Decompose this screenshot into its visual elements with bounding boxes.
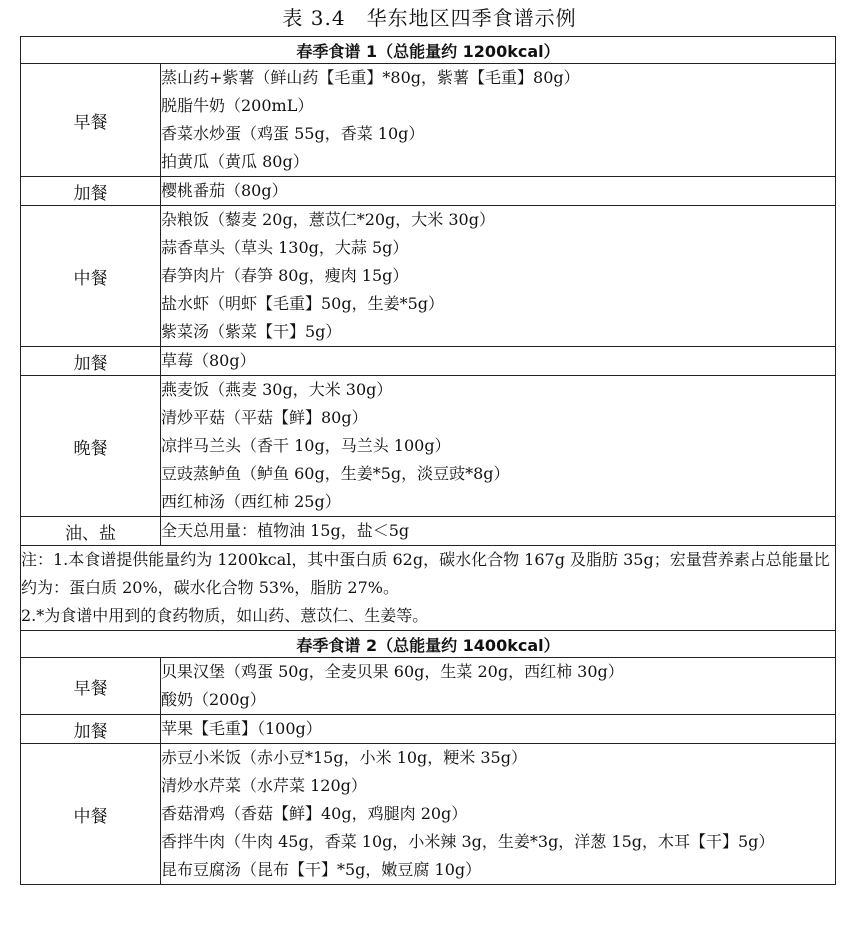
dish-item: 昆布豆腐汤（昆布【干】*5g，嫩豆腐 10g） — [161, 860, 482, 879]
dish-item: 紫菜汤（紫菜【干】5g） — [161, 322, 342, 341]
dish-item: 脱脂牛奶（200mL） — [161, 96, 314, 115]
dish-item: 酸奶（200g） — [161, 690, 266, 709]
dish-item: 香菇滑鸡（香菇【鲜】40g，鸡腿肉 20g） — [161, 804, 468, 823]
meal-items — [161, 206, 836, 347]
meal-row-breakfast — [21, 658, 836, 715]
meal-row-oil-salt — [21, 517, 836, 546]
dish-item: 春笋肉片（春笋 80g，瘦肉 15g） — [161, 266, 409, 285]
note-text: 注：1.本食谱提供能量约为 1200kcal，其中蛋白质 62g，碳水化合物 167g 及脂肪 35g；宏量营养素占总能量比约为：蛋白质 20%，碳水化合物 53%，脂肪 27%。 — [21, 550, 830, 597]
dish-item: 香拌牛肉（牛肉 45g，香菜 10g，小米辣 3g，生姜*3g，洋葱 15g，木耳【干】5g） — [161, 832, 775, 851]
dish-item: 全天总用量：植物油 15g，盐＜5g — [161, 521, 410, 540]
meal-row-dinner — [21, 376, 836, 517]
dish-item: 赤豆小米饭（赤小豆*15g，小米 10g，粳米 35g） — [161, 748, 527, 767]
menu-2-header-row — [21, 631, 836, 658]
dish-item: 贝果汉堡（鸡蛋 50g，全麦贝果 60g，生菜 20g，西红柿 30g） — [161, 662, 624, 681]
meal-row-snack — [21, 715, 836, 744]
meal-items — [161, 177, 836, 206]
meal-name: 中餐 — [21, 206, 161, 347]
dish-item: 苹果【毛重】（100g） — [161, 719, 322, 738]
meal-row-snack — [21, 347, 836, 376]
meal-name: 加餐 — [21, 715, 161, 744]
meal-items — [161, 64, 836, 177]
meal-row-lunch — [21, 744, 836, 885]
dish-item: 樱桃番茄（80g） — [161, 181, 288, 200]
meal-name: 油、盐 — [21, 517, 161, 546]
meal-name: 早餐 — [21, 64, 161, 177]
dish-item: 凉拌马兰头（香干 10g，马兰头 100g） — [161, 436, 451, 455]
dish-item: 拍黄瓜（黄瓜 80g） — [161, 152, 309, 171]
dish-item: 杂粮饭（藜麦 20g，薏苡仁*20g，大米 30g） — [161, 210, 495, 229]
menu-table — [20, 36, 836, 885]
dish-item: 蒜香草头（草头 130g，大蒜 5g） — [161, 238, 409, 257]
dish-item: 香菜水炒蛋（鸡蛋 55g，香菜 10g） — [161, 124, 425, 143]
dish-item: 燕麦饭（燕麦 30g，大米 30g） — [161, 380, 393, 399]
meal-items — [161, 715, 836, 744]
meal-items — [161, 376, 836, 517]
note-text: 2.*为食谱中用到的食药物质，如山药、薏苡仁、生姜等。 — [21, 606, 429, 625]
dish-item: 清炒水芹菜（水芹菜 120g） — [161, 776, 367, 795]
meal-row-lunch — [21, 206, 836, 347]
dish-item: 盐水虾（明虾【毛重】50g，生姜*5g） — [161, 294, 445, 313]
dish-item: 豆豉蒸鲈鱼（鲈鱼 60g，生姜*5g，淡豆豉*8g） — [161, 464, 510, 483]
menu-title: 春季食谱 1（总能量约 1200kcal） — [21, 37, 836, 64]
meal-items — [161, 744, 836, 885]
meal-items — [161, 517, 836, 546]
meal-items — [161, 658, 836, 715]
meal-name: 早餐 — [21, 658, 161, 715]
menu-title: 春季食谱 2（总能量约 1400kcal） — [21, 631, 836, 658]
meal-row-breakfast — [21, 64, 836, 177]
meal-name: 中餐 — [21, 744, 161, 885]
menu-1-header-row — [21, 37, 836, 64]
dish-item: 清炒平菇（平菇【鲜】80g） — [161, 408, 368, 427]
notes-row — [21, 546, 836, 631]
dish-item: 蒸山药+紫薯（鲜山药【毛重】*80g，紫薯【毛重】80g） — [161, 68, 580, 87]
dish-item: 草莓（80g） — [161, 351, 256, 370]
meal-row-snack — [21, 177, 836, 206]
meal-name: 晚餐 — [21, 376, 161, 517]
meal-items — [161, 347, 836, 376]
notes-cell — [21, 546, 836, 631]
dish-item: 西红柿汤（西红柿 25g） — [161, 492, 341, 511]
meal-name: 加餐 — [21, 177, 161, 206]
meal-name: 加餐 — [21, 347, 161, 376]
table-caption: 表 3.4 华东地区四季食谱示例 — [282, 6, 577, 30]
